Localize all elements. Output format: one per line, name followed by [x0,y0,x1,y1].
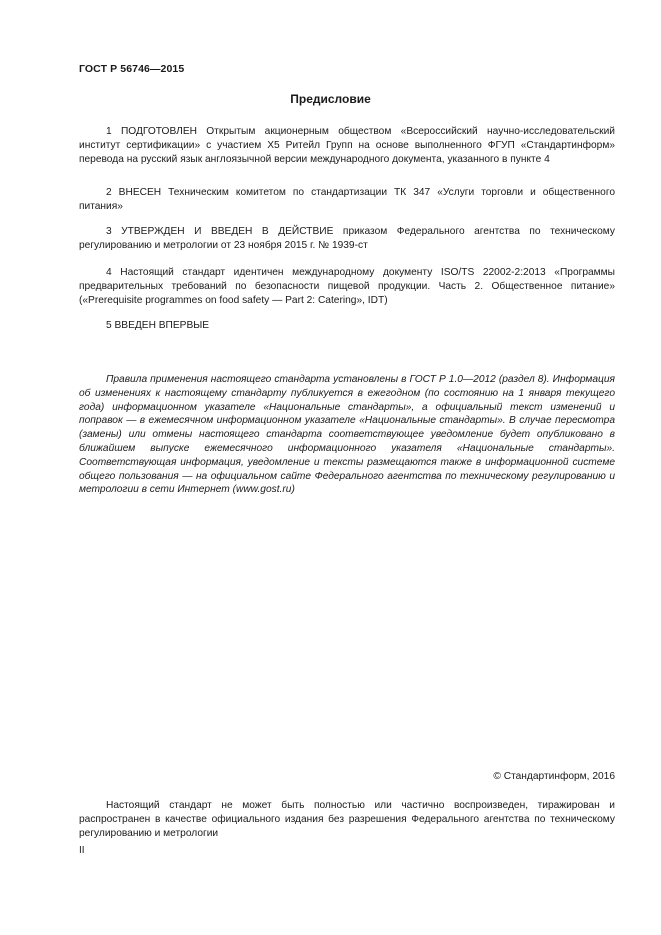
usage-notice: Правила применения настоящего стандарта установлены в ГОСТ Р 1.0—2012 (раздел 8). Информация об изменениях к настоящему стандарту публикуется в ежегодном (по состоянию на 1 января текущего года) информационном указателе «Национальные стандарты», а официальный текст изменений и поправок — в ежемесячном информационном указателе «Национальные стандарты». В случае пересмотра (замены) или отмены настоящего стандарта соответствующее уведомление будет опубликовано в ближайшем выпуске ежемесячного информационного указателя «Национальные стандарты». Соответствующая информация, уведомление и тексты размещаются также в информационной системе общего пользования — на официальном сайте Федерального агентства по техническому регулированию и метрологии в сети Интернет (www.gost.ru) [79,374,615,496]
paragraph-2: 2 ВНЕСЕН Техническим комитетом по стандартизации ТК 347 «Услуги торговли и общественного питания» [79,187,615,212]
rights-notice: Настоящий стандарт не может быть полностью или частично воспроизведен, тиражирован и распространен в качестве официального издания без разрешения Федерального агентства по техническому регулированию и метрологии [79,800,615,839]
page-title: Предисловие [290,92,371,106]
paragraph-4: 4 Настоящий стандарт идентичен международному документу ISO/TS 22002-2:2013 «Программы предварительных требований по безопасности пищевой продукции. Часть 2. Общественное питание» («Prerequisite programmes on food safety — Part 2: Catering», IDT) [79,267,615,306]
copyright-notice: © Стандартинформ, 2016 [493,771,615,782]
paragraph-5: 5 ВВЕДЕН ВПЕРВЫЕ [106,320,210,331]
paragraph-3: 3 УТВЕРЖДЕН И ВВЕДЕН В ДЕЙСТВИЕ приказом Федерального агентства по техническому регулированию и метрологии от 23 ноября 2015 г. № 1939-ст [79,226,615,251]
paragraph-1: 1 ПОДГОТОВЛЕН Открытым акционерным обществом «Всероссийский научно-исследовательский институт сертификации» с участием X5 Ритейл Групп на основе выполненного ФГУП «Стандартинформ» перевода на русский язык англоязычной версии международного документа, указанного в пункте 4 [79,126,615,165]
document-id-header: ГОСТ Р 56746—2015 [79,63,185,75]
page-number: II [79,845,85,856]
